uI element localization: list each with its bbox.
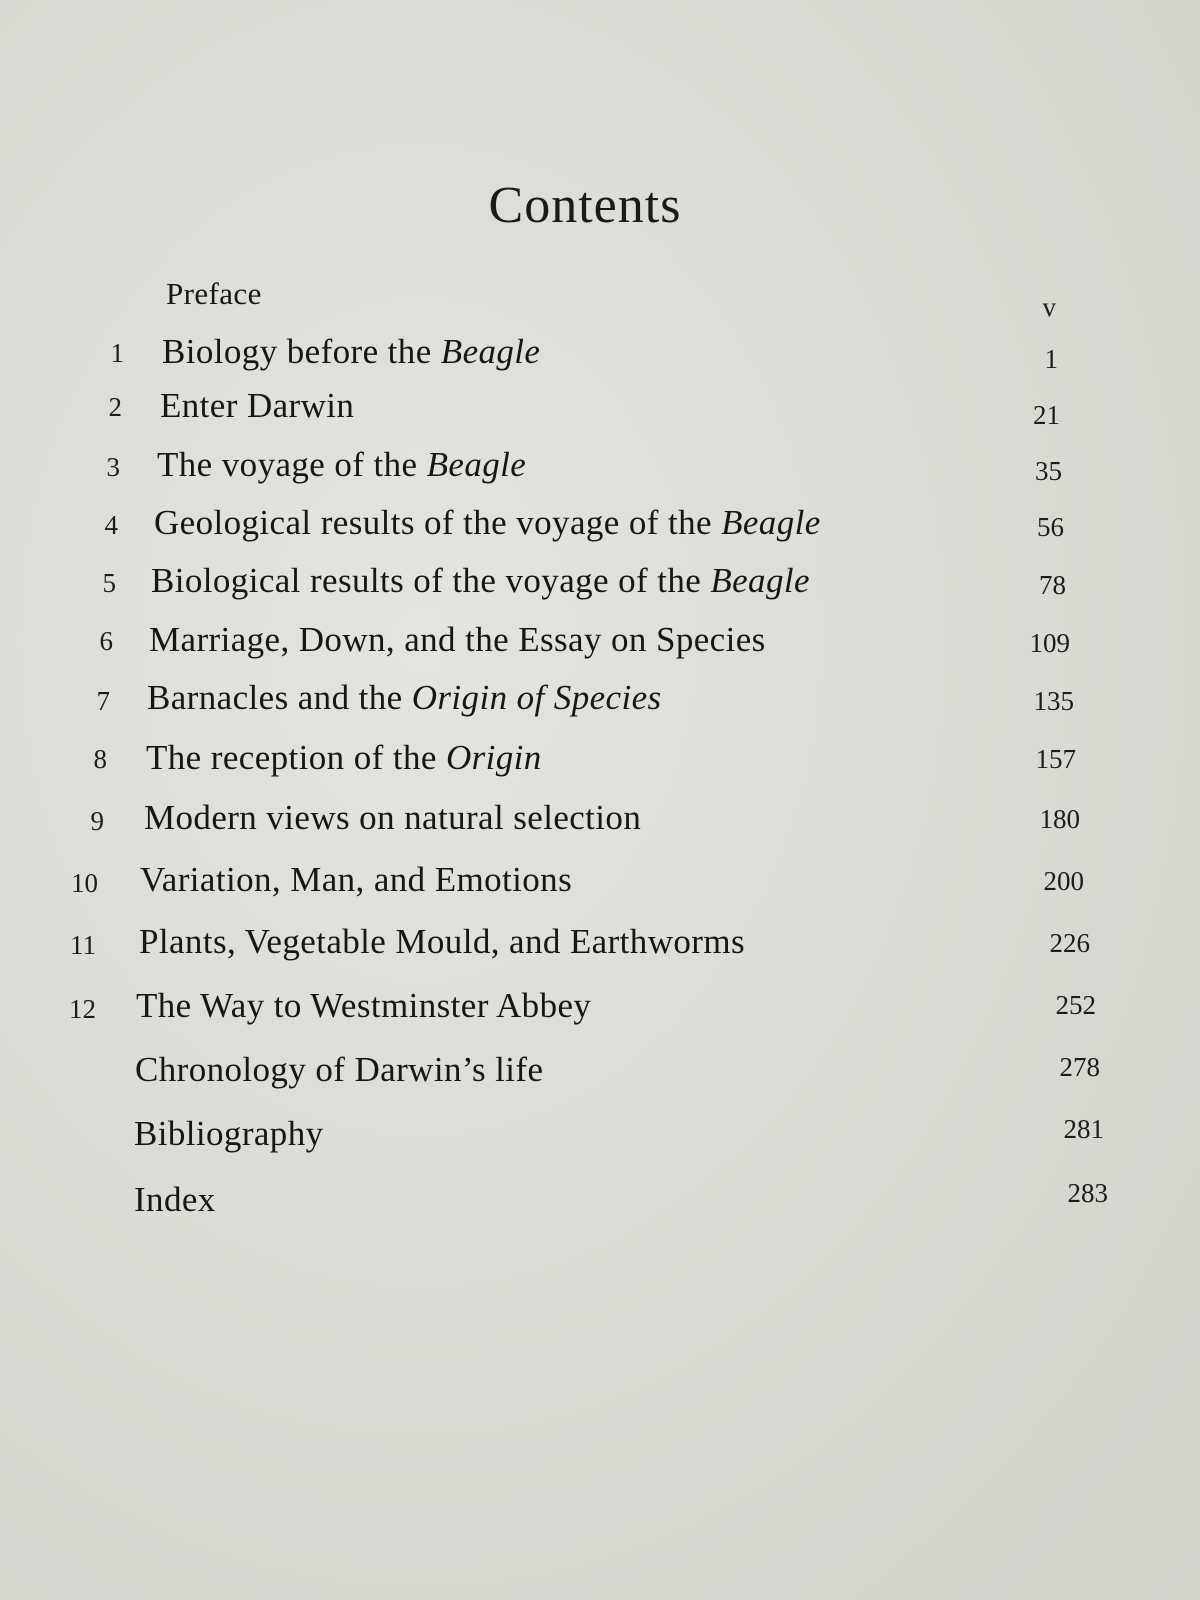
entry-label: Preface <box>166 276 262 311</box>
toc-entry-bibliography <box>134 1114 324 1154</box>
entry-label-italic: Beagle <box>710 561 810 600</box>
page-number: 278 <box>1059 1052 1100 1082</box>
entry-label: Enter Darwin <box>160 386 355 425</box>
entry-label: Biological results of the voyage of the <box>151 561 711 600</box>
entry-label: Modern views on natural selection <box>144 798 642 837</box>
toc-entry <box>146 738 542 778</box>
entry-number: 4 <box>104 510 118 540</box>
page-number: v <box>1042 292 1056 322</box>
entry-label: Variation, Man, and Emotions <box>140 860 573 899</box>
page-number: 109 <box>1029 628 1070 658</box>
entry-label: Barnacles and the <box>147 678 412 717</box>
page-number: 35 <box>1035 456 1062 486</box>
toc-entry-index <box>134 1180 216 1220</box>
entry-number: 6 <box>99 626 113 656</box>
entry-label: Index <box>134 1180 216 1219</box>
page-number: 283 <box>1067 1178 1108 1208</box>
entry-label: The reception of the <box>146 738 446 777</box>
page-number: 281 <box>1063 1114 1104 1144</box>
page-number: 56 <box>1037 512 1064 542</box>
entry-label: Biology before the <box>162 332 441 371</box>
toc-entry <box>140 860 572 900</box>
entry-label: Bibliography <box>134 1114 324 1153</box>
page-number: 1 <box>1044 344 1058 374</box>
entry-number: 2 <box>108 392 122 422</box>
toc-entry <box>162 332 540 372</box>
toc-entry <box>154 503 821 543</box>
entry-label-italic: Origin <box>445 738 542 777</box>
toc-entry <box>160 386 354 426</box>
toc-entry <box>149 620 766 660</box>
entry-number: 3 <box>106 452 120 482</box>
toc-entry <box>136 986 591 1026</box>
entry-number: 1 <box>110 338 124 368</box>
entry-number: 8 <box>93 744 107 774</box>
entry-label: Geological results of the voyage of the <box>154 503 722 542</box>
page-number: 226 <box>1049 928 1090 958</box>
toc-entry <box>157 445 526 485</box>
page-number: 200 <box>1043 866 1084 896</box>
entry-number: 7 <box>96 686 110 716</box>
entry-number: 9 <box>90 806 104 836</box>
entry-label-italic: Beagle <box>721 503 821 542</box>
page-number: 180 <box>1039 804 1080 834</box>
toc-entry <box>151 561 810 601</box>
page-number: 135 <box>1033 686 1074 716</box>
entry-number: 11 <box>70 930 96 960</box>
toc-entry <box>139 922 745 962</box>
toc-entry <box>147 678 662 718</box>
entry-number: 12 <box>69 994 96 1024</box>
toc-entry-preface <box>166 276 262 312</box>
toc-entry-chronology <box>135 1050 543 1090</box>
entry-label-italic: Origin of Species <box>411 678 662 717</box>
page-number: 78 <box>1039 570 1066 600</box>
page-number: 21 <box>1033 400 1060 430</box>
page-number: 157 <box>1035 744 1076 774</box>
page-number: 252 <box>1055 990 1096 1020</box>
entry-label: Chronology of Darwin’s life <box>135 1050 544 1089</box>
entry-number: 10 <box>71 868 98 898</box>
entry-label: Plants, Vegetable Mould, and Earthworms <box>139 922 745 961</box>
entry-label: Marriage, Down, and the Essay on Species <box>149 620 766 659</box>
entry-label: The voyage of the <box>157 445 427 484</box>
page-title: Contents <box>488 177 682 234</box>
entry-label: The Way to Westminster Abbey <box>136 986 592 1025</box>
toc-entry <box>144 798 641 838</box>
entry-label-italic: Beagle <box>426 445 527 484</box>
entry-number: 5 <box>102 568 116 598</box>
entry-label-italic: Beagle <box>440 332 541 371</box>
